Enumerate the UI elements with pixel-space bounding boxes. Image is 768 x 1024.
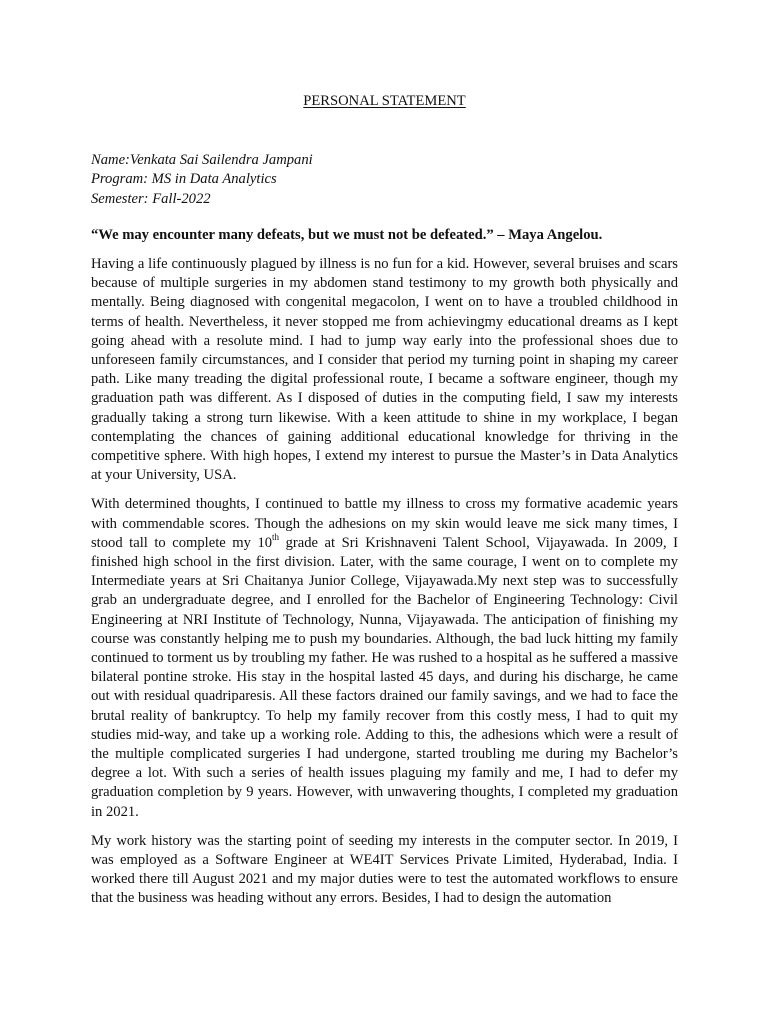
paragraph-education [91, 495, 678, 821]
ordinal-superscript: th [272, 531, 280, 542]
program-name: Program: MS in Data Analytics [91, 171, 277, 188]
paragraph-education-text-start: With determined thoughts, I continued to battle my illness to cross my formative academic years with commendable scores. Though the adhesions on my skin would leave me sick many times, I stood tall to complete my 10 [91, 496, 678, 551]
applicant-info [91, 151, 678, 209]
opening-quote: “We may encounter many defeats, but we must not be defeated.” – Maya Angelou. [91, 226, 603, 243]
semester: Semester: Fall-2022 [91, 190, 211, 207]
document-page [91, 92, 678, 919]
paragraph-introduction: Having a life continuously plagued by illness is no fun for a kid. However, several bruises and scars because of multiple surgeries in my abdomen stand testimony to my growth both physically and mentally. Being diagnosed with congenital megacolon, I went on to have a troubled childhood in terms of health. Nevertheless, it never stopped me from achievingmy educational dreams as I kept going ahead with a resolute mind. I had to jump way early into the professional shoes due to unforeseen family circumstances, and I consider that period my turning point in shaping my career path. Like many treading the digital professional route, I became a software engineer, though my graduation path was different. As I disposed of duties in the computing field, I saw my interests gradually taking a strong turn likewise. With a keen attitude to shine in my workplace, I began contemplating the chances of gaining additional educational knowledge for thriving in the competitive sphere. With high hopes, I extend my interest to pursue the Master’s in Data Analytics at your University, USA. [91, 255, 678, 484]
paragraph-education-text-end: grade at Sri Krishnaveni Talent School, Vijayawada. In 2009, I finished high school in the first division. Later, with the same courage, I went on to complete my Intermediate years at Sri Chaitanya Junior College, Vijayawada.My next step was to successfully grab an undergraduate degree, and I enrolled for the Bachelor of Engineering Technology: Civil Engineering at NRI Institute of Technology, Nunna, Vijayawada. The anticipation of finishing my course was constantly helping me to push my boundaries. Although, the bad luck hitting my family continued to torment us by troubling my father. He was rushed to a hospital as he suffered a massive bilateral pontine stroke. His stay in the hospital lasted 45 days, and during his discharge, he came out with residual quadriparesis. All these factors drained our family savings, and we had to face the brutal reality of bankruptcy. To help my family recover from this costly mess, I had to quit my studies mid-way, and take up a working role. Adding to this, the adhesions which were a result of the multiple complicated surgeries I had undergone, started troubling me during my Bachelor’s degree a lot. With such a series of health issues plaguing my family and me, I had to defer my graduation completion by 9 years. However, with unwavering thoughts, I completed my graduation in 2021. [91, 534, 678, 820]
document-title: PERSONAL STATEMENT [303, 93, 466, 109]
paragraph-work-history: My work history was the starting point of seeding my interests in the computer sector. In 2019, I was employed as a Software Engineer at WE4IT Services Private Limited, Hyderabad, India. I worked there till August 2021 and my major duties were to test the automated workflows to ensure that the business was heading without any errors. Besides, I had to design the automation [91, 832, 678, 907]
applicant-name: Name:Venkata Sai Sailendra Jampani [91, 152, 313, 168]
